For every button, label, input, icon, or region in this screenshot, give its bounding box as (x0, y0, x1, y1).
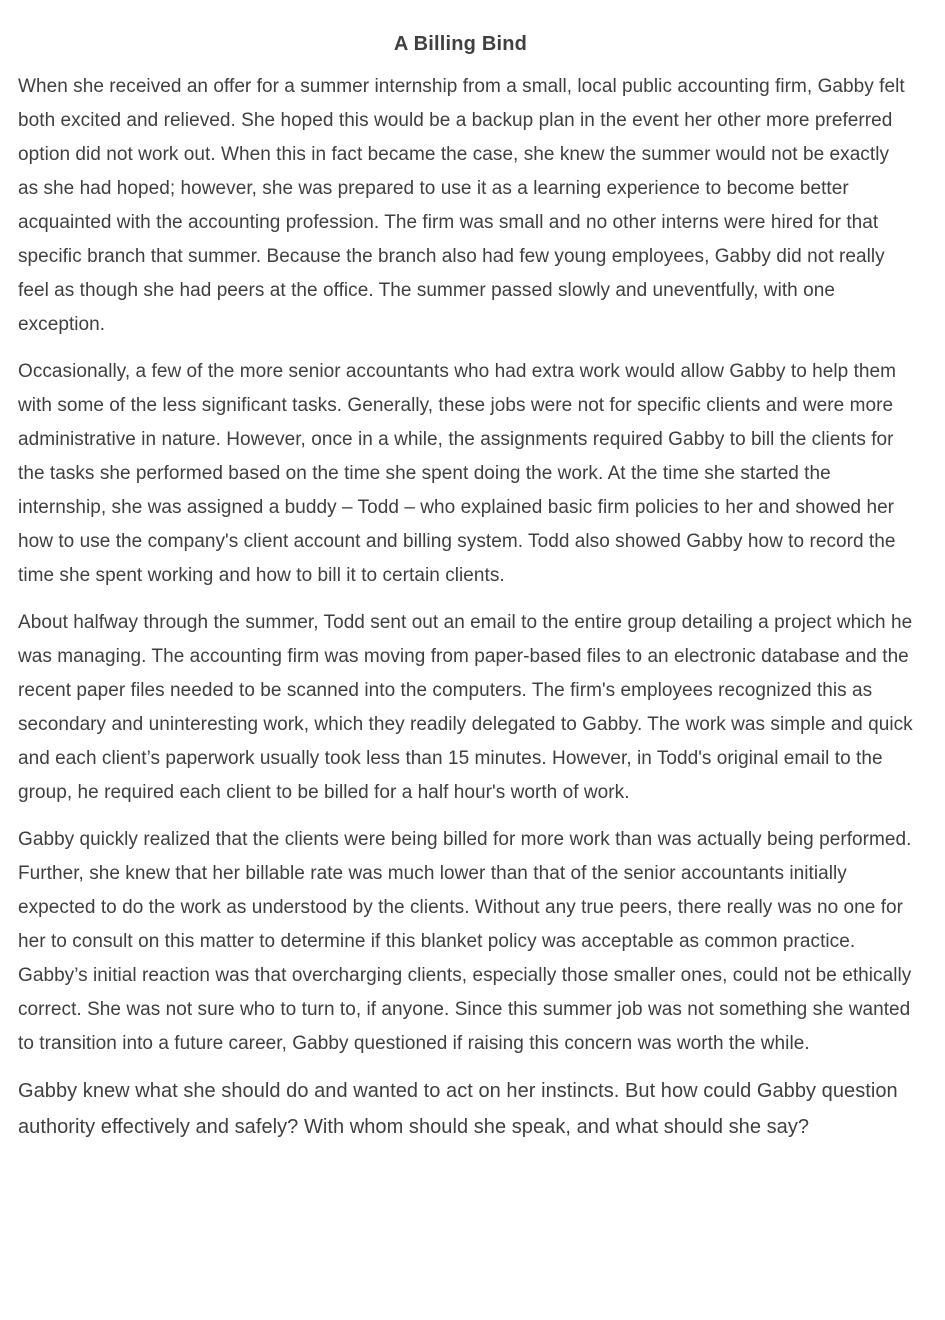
paragraph-5: Gabby knew what she should do and wanted to act on her instincts. But how could Gabby question authority effectively and safely? With whom should she speak, and what should she say? (18, 1080, 898, 1138)
document-page (18, 30, 913, 1158)
paragraph-2: Occasionally, a few of the more senior accountants who had extra work would allow Gabby to help them with some of the less significant tasks. Generally, these jobs were not for specific clients and were more administrative in nature. However, once in a while, the assignments required Gabby to bill the clients for the tasks she performed based on the time she spent doing the work. At the time she started the internship, she was assigned a buddy – Todd – who explained basic firm policies to her and showed her how to use the company's client account and billing system. Todd also showed Gabby how to record the time she spent working and how to bill it to certain clients. (18, 361, 897, 586)
paragraph-4: Gabby quickly realized that the clients were being billed for more work than was actually being performed. Further, she knew that her billable rate was much lower than that of the senior accountants initially expected to do the work as understood by the clients. Without any true peers, there really was no one for her to consult on this matter to determine if this blanket policy was acceptable as common practice. Gabby’s initial reaction was that overcharging clients, especially those smaller ones, could not be ethically correct. She was not sure who to turn to, if anyone. Since this summer job was not something she wanted to transition into a future career, Gabby questioned if raising this concern was worth the while. (18, 829, 912, 1054)
paragraph-1: When she received an offer for a summer internship from a small, local public accounting firm, Gabby felt both excited and relieved. She hoped this would be a backup plan in the event her other more preferred option did not work out. When this in fact became the case, she knew the summer would not be exactly as she had hoped; however, she was prepared to use it as a learning experience to become better acquainted with the accounting profession. The firm was small and no other interns were hired for that specific branch that summer. Because the branch also had few young employees, Gabby did not really feel as though she had peers at the office. The summer passed slowly and uneventfully, with one exception. (18, 76, 905, 335)
document-title: A Billing Bind (393, 33, 528, 55)
paragraph-3: About halfway through the summer, Todd sent out an email to the entire group detailing a project which he was managing. The accounting firm was moving from paper-based files to an electronic database and the recent paper files needed to be scanned into the computers. The firm's employees recognized this as secondary and uninteresting work, which they readily delegated to Gabby. The work was simple and quick and each client’s paperwork usually took less than 15 minutes. However, in Todd's original email to the group, he required each client to be billed for a half hour's worth of work. (18, 612, 913, 803)
